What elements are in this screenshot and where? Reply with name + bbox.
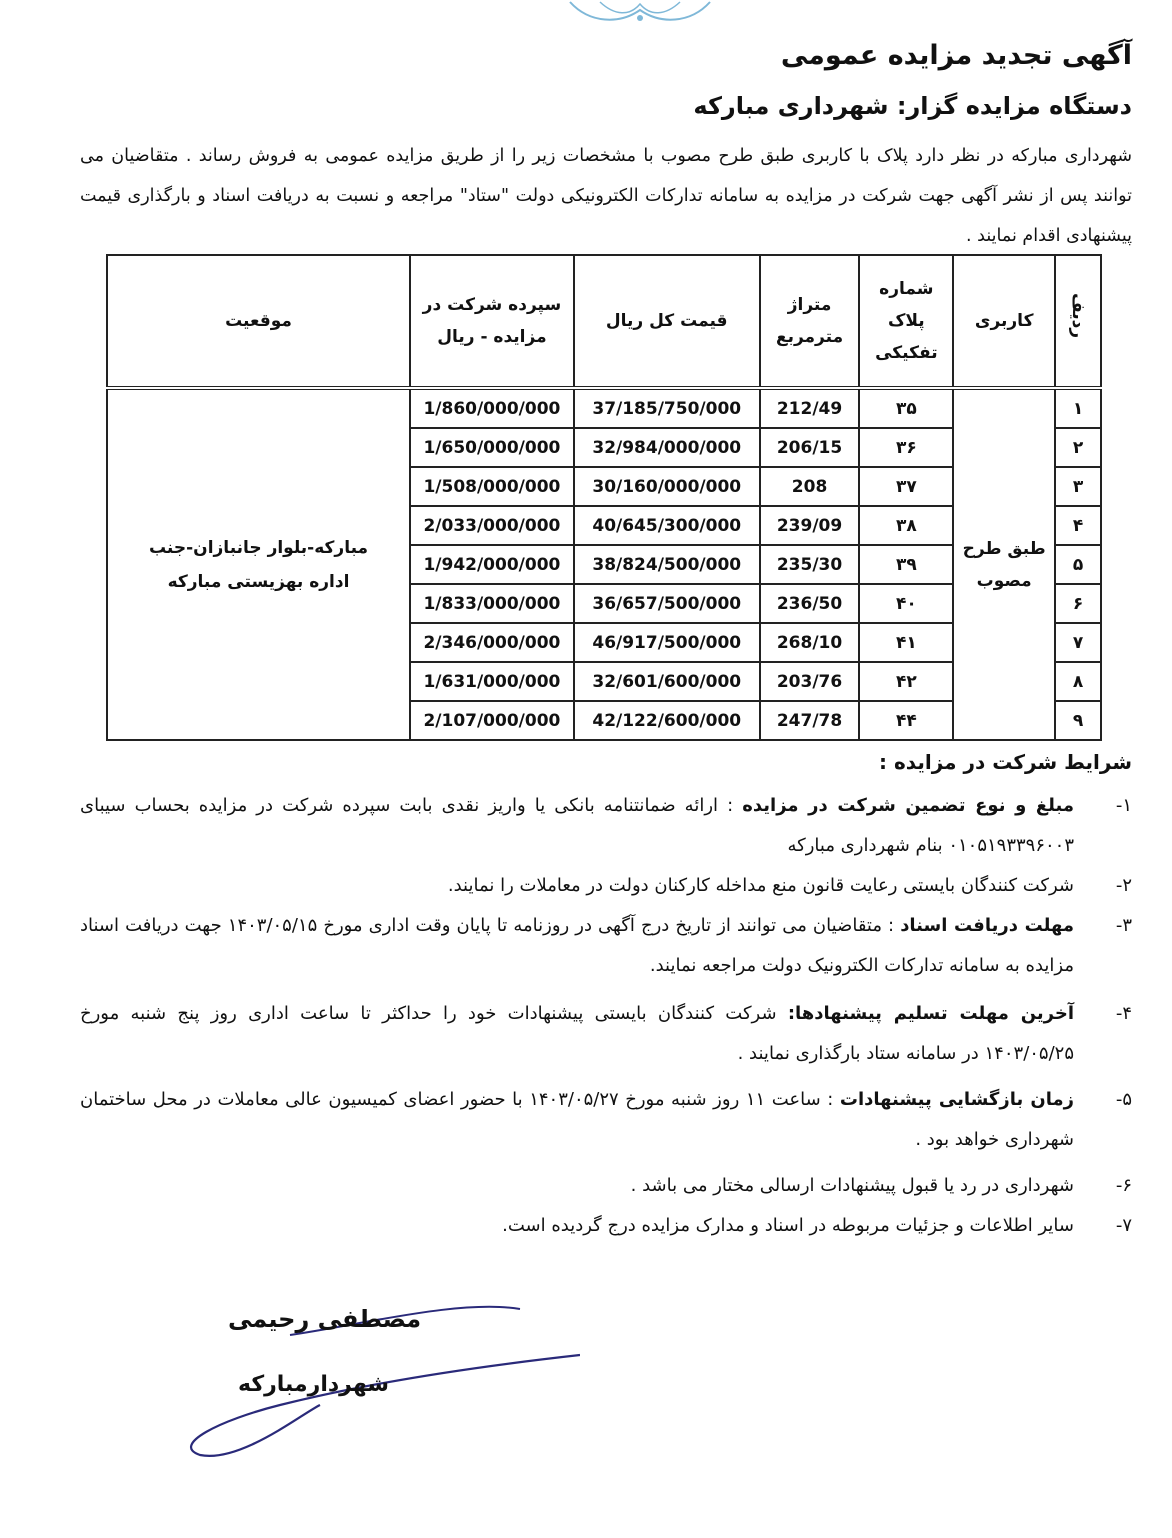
cell-price: 36/657/500/000	[574, 584, 760, 623]
cell-row-number: ۱	[1055, 388, 1101, 428]
cell-deposit: 1/631/000/000	[410, 662, 574, 701]
header-usage: کاربری	[953, 255, 1055, 388]
cell-location: مبارکه-بلوار جانبازان-جنب اداره بهزیستی مبارکه	[107, 388, 410, 740]
cell-row-number: ۹	[1055, 701, 1101, 740]
cell-price: 32/984/000/000	[574, 428, 760, 467]
condition-heading: مهلت دریافت اسناد	[900, 915, 1074, 936]
cell-price: 40/645/300/000	[574, 506, 760, 545]
condition-item	[80, 866, 1132, 906]
condition-body: : متقاضیان می توانند از تاریخ درج آگهی در روزنامه تا پایان وقت اداری مورخ ۱۴۰۳/۰۵/۱۵ جهت دریافت اسناد مزایده به سامانه تدارکات الکترونیک دولت مراجعه نمایند.	[80, 915, 1074, 976]
header-location: موقعیت	[107, 255, 410, 388]
cell-plate: ۴۴	[859, 701, 953, 740]
signature-role: شهردارمبارکه	[238, 1372, 390, 1397]
condition-item	[80, 994, 1132, 1074]
condition-number: ۴-	[1115, 1003, 1132, 1024]
condition-number: ۳-	[1115, 915, 1132, 936]
cell-deposit: 1/508/000/000	[410, 467, 574, 506]
table-body	[107, 388, 1101, 740]
condition-body: شرکت کنندگان بایستی رعایت قانون منع مداخله کارکنان دولت در معاملات را نمایند.	[447, 875, 1074, 896]
cell-deposit: 1/650/000/000	[410, 428, 574, 467]
cell-deposit: 1/833/000/000	[410, 584, 574, 623]
cell-price: 42/122/600/000	[574, 701, 760, 740]
condition-heading: زمان بازگشایی پیشنهادات	[839, 1089, 1074, 1110]
cell-deposit: 2/033/000/000	[410, 506, 574, 545]
cell-area: 212/49	[760, 388, 860, 428]
condition-text	[80, 786, 1074, 866]
cell-plate: ۳۷	[859, 467, 953, 506]
cell-price: 38/824/500/000	[574, 545, 760, 584]
cell-row-number: ۴	[1055, 506, 1101, 545]
cell-area: 239/09	[760, 506, 860, 545]
condition-body: : ارائه ضمانتنامه بانکی یا واریز نقدی بابت سپرده شرکت در مزایده بحساب سیبای ۰۱۰۵۱۹۳۳۹۶۰۰۳ بنام شهرداری مبارکه	[80, 795, 1074, 856]
cell-row-number: ۷	[1055, 623, 1101, 662]
cell-area: 236/50	[760, 584, 860, 623]
cell-plate: ۴۲	[859, 662, 953, 701]
header-deposit: سپرده شرکت در مزایده - ریال	[410, 255, 574, 388]
condition-body: سایر اطلاعات و جزئیات مربوطه در اسناد و مدارک مزایده درج گردیده است.	[502, 1215, 1074, 1236]
table-row	[107, 388, 1101, 428]
condition-text	[80, 1206, 1074, 1246]
condition-number: ۲-	[1115, 875, 1132, 896]
ornament-decoration-icon	[560, 0, 720, 28]
condition-body: : ساعت ۱۱ روز شنبه مورخ ۱۴۰۳/۰۵/۲۷ با حضور اعضای کمیسیون عالی معاملات در محل ساختمان شهرداری خواهد بود .	[80, 1089, 1074, 1150]
cell-plate: ۳۵	[859, 388, 953, 428]
cell-area: 268/10	[760, 623, 860, 662]
condition-number: ۷-	[1115, 1215, 1132, 1236]
cell-usage: طبق طرح مصوب	[953, 388, 1055, 740]
header-area: متراژ مترمربع	[760, 255, 860, 388]
cell-deposit: 2/107/000/000	[410, 701, 574, 740]
cell-plate: ۴۰	[859, 584, 953, 623]
condition-number: ۱-	[1115, 795, 1132, 816]
cell-area: 247/78	[760, 701, 860, 740]
condition-item	[80, 1080, 1132, 1160]
cell-row-number: ۶	[1055, 584, 1101, 623]
cell-price: 32/601/600/000	[574, 662, 760, 701]
condition-body: شهرداری در رد یا قبول پیشنهادات ارسالی مختار می باشد .	[630, 1175, 1074, 1196]
cell-deposit: 1/860/000/000	[410, 388, 574, 428]
cell-plate: ۳۶	[859, 428, 953, 467]
intro-paragraph: شهرداری مبارکه در نظر دارد پلاک با کاربری طبق طرح مصوب با مشخصات زیر را از طریق مزایده عمومی به فروش رساند . متقاضیان می توانند پس از نشر آگهی جهت شرکت در مزایده به سامانه تدارکات الکترونیکی دولت "ستاد" مراجعه و نسبت به دریافت اسناد و بارگذاری قیمت پیشنهادی اقدام نمایند .	[80, 146, 1132, 246]
header-price: قیمت کل ریال	[574, 255, 760, 388]
condition-text	[80, 994, 1074, 1074]
condition-body: شرکت کنندگان بایستی پیشنهادات خود را حداکثر تا ساعت اداری روز پنج شنبه مورخ ۱۴۰۳/۰۵/۲۵ در سامانه ستاد بارگذاری نمایند .	[80, 1003, 1074, 1064]
condition-item	[80, 1166, 1132, 1206]
cell-area: 206/15	[760, 428, 860, 467]
condition-number: ۶-	[1115, 1175, 1132, 1196]
signature-name: مصطفی رحیمی	[228, 1305, 422, 1333]
condition-text	[80, 1166, 1074, 1206]
cell-area: 208	[760, 467, 860, 506]
cell-area: 235/30	[760, 545, 860, 584]
cell-price: 30/160/000/000	[574, 467, 760, 506]
header-plate: شماره پلاک تفکیکی	[859, 255, 953, 388]
conditions-title: شرایط شرکت در مزایده :	[879, 750, 1132, 774]
condition-text	[80, 1080, 1074, 1160]
cell-row-number: ۸	[1055, 662, 1101, 701]
cell-deposit: 1/942/000/000	[410, 545, 574, 584]
cell-area: 203/76	[760, 662, 860, 701]
cell-row-number: ۳	[1055, 467, 1101, 506]
page-subtitle: دستگاه مزایده گزار: شهرداری مبارکه	[693, 92, 1132, 120]
header-row-number: ردیف	[1055, 255, 1101, 388]
cell-row-number: ۵	[1055, 545, 1101, 584]
condition-text	[80, 906, 1074, 986]
condition-heading: مبلغ و نوع تضمین شرکت در مزایده	[742, 795, 1075, 816]
page-title: آگهی تجدید مزایده عمومی	[780, 40, 1132, 71]
condition-heading: آخرین مهلت تسلیم پیشنهادها:	[787, 1003, 1075, 1024]
condition-item	[80, 906, 1132, 986]
cell-price: 37/185/750/000	[574, 388, 760, 428]
condition-text	[80, 866, 1074, 906]
condition-item	[80, 1206, 1132, 1246]
cell-row-number: ۲	[1055, 428, 1101, 467]
cell-plate: ۴۱	[859, 623, 953, 662]
auction-table	[106, 254, 1102, 741]
cell-price: 46/917/500/000	[574, 623, 760, 662]
cell-deposit: 2/346/000/000	[410, 623, 574, 662]
condition-number: ۵-	[1115, 1089, 1132, 1110]
condition-item	[80, 786, 1132, 866]
cell-plate: ۳۸	[859, 506, 953, 545]
cell-plate: ۳۹	[859, 545, 953, 584]
